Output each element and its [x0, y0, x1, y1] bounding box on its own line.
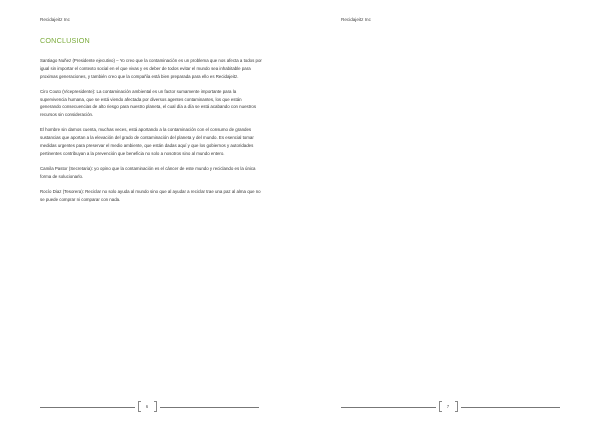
footer-rule	[40, 407, 135, 408]
page-right	[300, 0, 600, 424]
page-header: Recidajeitz Inc	[40, 17, 70, 22]
page-number-bracket-right	[154, 401, 157, 412]
footer-rule	[341, 407, 436, 408]
paragraph: Camila Pastor (Secretaria): yo opino que la contaminación es el cáncer de este mundo y reciclando es la única forma de solucionarlo.	[40, 165, 256, 179]
paragraph: Santiago Nuñez (Presidente ejecutivo) – Yo creo que la contaminación es un problema que nos afecta a todos por igual sin importar el contexto social en el que vivas y es deber de todos evitar el mundo sea inhabitable para proximas generaciones, y también creo que la compañía está bien preparada para ello es Recidajeitz.	[40, 58, 262, 79]
footer-rule	[461, 407, 560, 408]
paragraph: Ciro Couto (Vicepresidente): La contaminación ambiental es un factor sumamente importante para la supervivencia humana, que se está viendo afectada por diversos agentes contaminantes, los que están generando consecuencias de alto riesgo para nuestro planeta, el cual día a día se está acabando con nuestros recursos sin consideración.	[40, 88, 257, 118]
page-number-bracket-right	[455, 401, 458, 412]
page-header: Recidajeitz Inc	[341, 17, 371, 22]
footer-rule	[160, 407, 259, 408]
body-text	[40, 57, 262, 211]
page-number: 6	[145, 404, 149, 409]
paragraph: El hombre sin darnos cuenta, muchas veces, está aportando a la contaminación con el consumo de grandes sustancias que aportan a la elevación del grado de contaminación del planeta y del mundo. Es esencial tomar medidas urgentes para preservar el medio ambiente, que están dadas aquí y que los gobiernos y autoridades pertinentes contribuyan a la prevención que beneficia no solo a nosotros sino al mundo entero.	[40, 127, 254, 156]
page-number: 7	[446, 404, 450, 409]
section-title: CONCLUSION	[40, 36, 90, 45]
paragraph: Rocío Diaz (Tesorera): Reciclar no solo ayuda al mundo sino que al ayudar a reciclar trae una paz al alma que no se puede comprar ni comparar con nada.	[40, 188, 261, 202]
